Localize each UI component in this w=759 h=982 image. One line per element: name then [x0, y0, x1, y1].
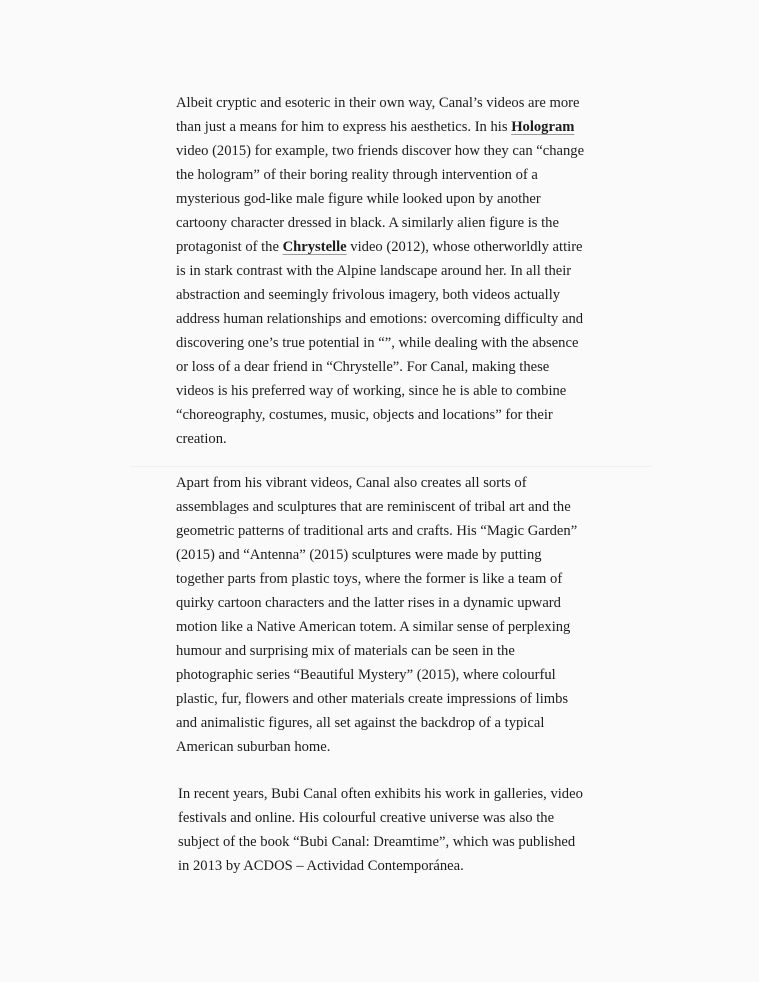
paragraph-1-text-c: video (2012), whose otherworldly attire is in stark contrast with the Alpine landscape around her. In all their abstraction and seemingly frivolous imagery, both videos actually address human relationships and emotions: overcoming difficulty and discovering one’s true potential in “”, while dealing with the absence or loss of a dear friend in “Chrystelle”. For Canal, making these videos is his preferred way of working, since he is able to combine “choreography, costumes, music, objects and locations” for their creation. [176, 239, 584, 447]
paragraph-sculptures: Apart from his vibrant videos, Canal also creates all sorts of assemblages and sculptures that are reminiscent of tribal art and the geometric patterns of traditional arts and crafts. His “Magic Garden” (2015) and “Antenna” (2015) sculptures were made by putting together parts from plastic toys, where the former is like a team of quirky cartoon characters and the latter rises in a dynamic upward motion like a Native American totem. A similar sense of perplexing humour and surprising mix of materials can be seen in the photographic series “Beautiful Mystery” (2015), where colourful plastic, fur, flowers and other materials create impressions of limbs and animalistic figures, all set against the backdrop of a typical American suburban home. [176, 475, 578, 755]
chrystelle-link[interactable]: Chrystelle [282, 239, 347, 255]
section-divider [130, 466, 652, 467]
paragraph-1-text-a: Albeit cryptic and esoteric in their own way, Canal’s videos are more than just a means for him to express his aesthetics. In his [176, 95, 580, 135]
paragraph-recent-years: In recent years, Bubi Canal often exhibits his work in galleries, video festivals and online. His colourful creative universe was also the subject of the book “Bubi Canal: Dreamtime”, which was published in 2013 by ACDOS – Actividad Contemporánea. [178, 786, 583, 874]
hologram-link[interactable]: Hologram [511, 119, 575, 135]
paragraph-videos [176, 91, 588, 451]
paragraph-1-text-b: video (2015) for example, two friends discover how they can “change the hologram” of their boring reality through intervention of a mysterious god-like male figure while looked upon by another cartoony character dressed in black. A similarly alien figure is the protagonist of the [176, 143, 585, 255]
